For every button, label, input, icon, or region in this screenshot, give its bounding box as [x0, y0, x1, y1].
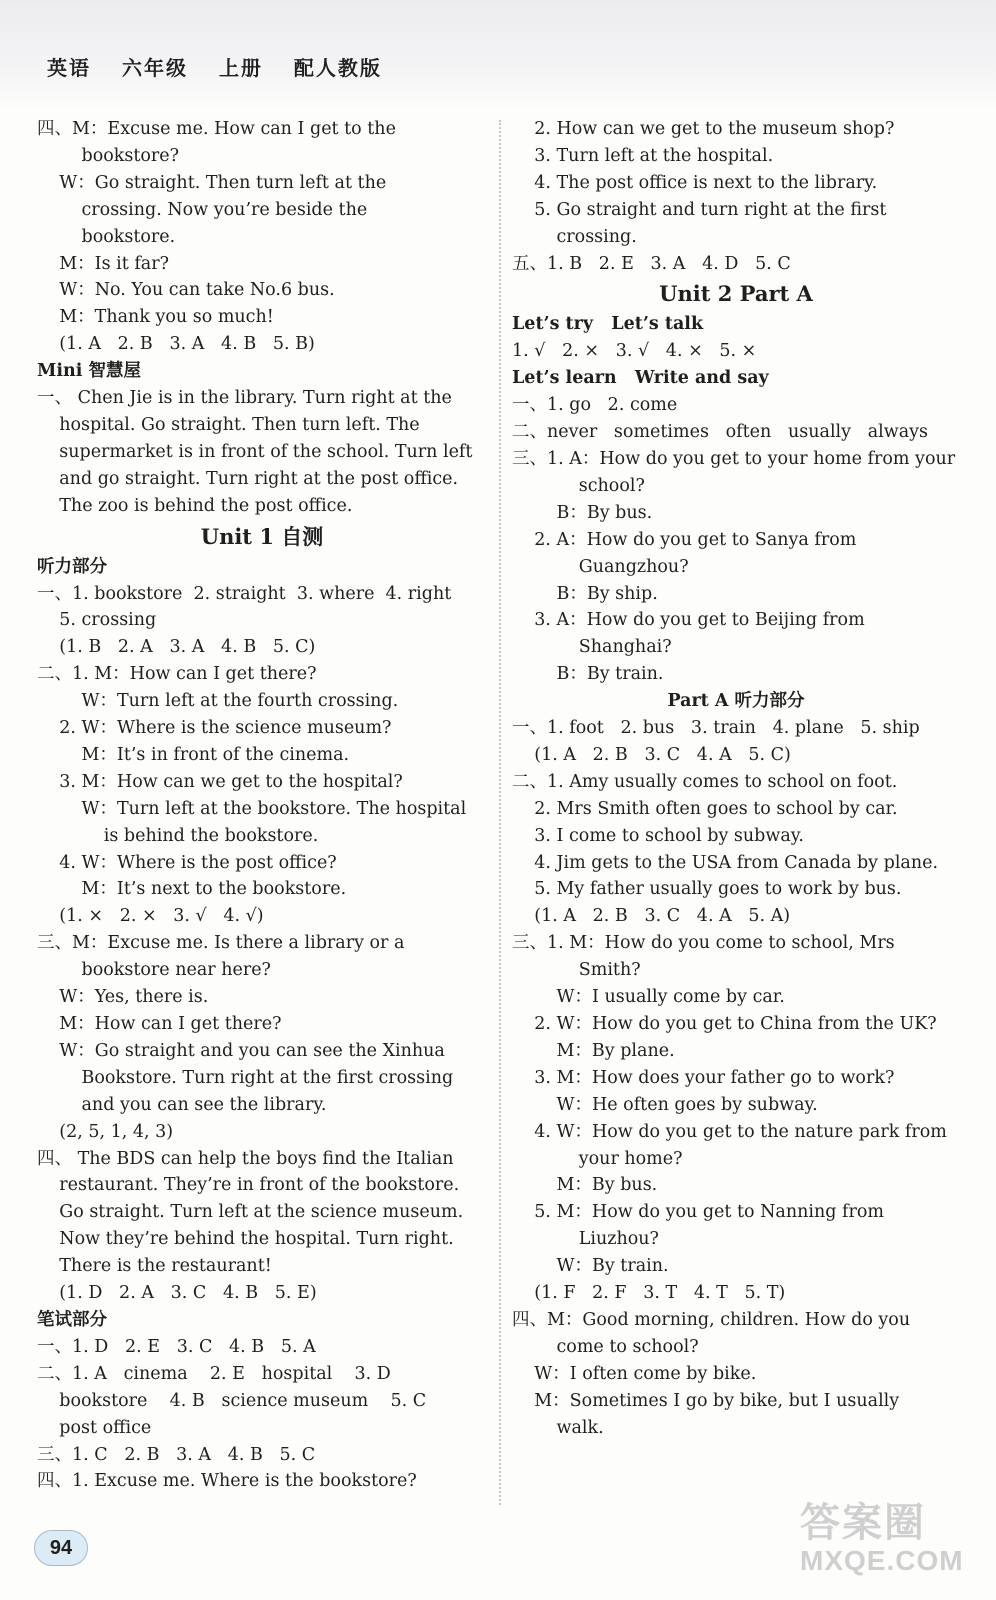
- answer-line: bookstore.: [37, 226, 176, 247]
- header-subject: 英语: [47, 56, 91, 80]
- unit-title: Unit 2 Part A: [659, 281, 813, 307]
- answer-line: M：It’s next to the bookstore.: [37, 879, 347, 900]
- answer-line: Liuzhou?: [512, 1229, 659, 1250]
- section-heading-try-talk: Let’s try Let’s talk: [512, 314, 704, 335]
- column-divider: [499, 120, 501, 1505]
- watermark-mark: 答案圈: [800, 1501, 926, 1545]
- answer-line: 1. √ 2. × 3. √ 4. × 5. ×: [512, 341, 757, 362]
- answer-line: 5. My father usually goes to work by bus.: [512, 879, 902, 900]
- answer-line: 3. M：How can we get to the hospital?: [37, 771, 403, 792]
- left-column: [37, 116, 487, 1495]
- answer-line: There is the restaurant!: [37, 1256, 272, 1277]
- answer-line: W：No. You can take No.6 bus.: [37, 280, 335, 301]
- answer-line: 4. W：How do you get to the nature park from: [512, 1121, 947, 1142]
- section-heading-mini: Mini 智慧屋: [37, 361, 141, 382]
- answer-line: 5. crossing: [37, 610, 157, 631]
- answer-line: W：I often come by bike.: [512, 1363, 757, 1384]
- answer-line: (1. × 2. × 3. √ 4. √): [37, 906, 264, 927]
- answer-line: 五、1. B 2. E 3. A 4. D 5. C: [512, 253, 791, 274]
- answer-line: 4. The post office is next to the library.: [512, 172, 878, 193]
- answer-line: M：Is it far?: [37, 253, 169, 274]
- answer-line: M：By bus.: [512, 1175, 658, 1196]
- answer-line: restaurant. They’re in front of the bookstore.: [37, 1175, 460, 1196]
- answer-line: Shanghai?: [512, 637, 672, 658]
- answer-line: 5. Go straight and turn right at the first: [512, 199, 887, 220]
- answer-line: B：By train.: [512, 664, 664, 685]
- answer-line: supermarket is in front of the school. Turn left: [37, 441, 473, 462]
- answer-line: 一、1. go 2. come: [512, 395, 678, 416]
- section-heading-learn-write: Let’s learn Write and say: [512, 368, 769, 389]
- answer-line: M：It’s in front of the cinema.: [37, 744, 350, 765]
- answer-line: 四、M：Excuse me. How can I get to the: [37, 119, 396, 139]
- page-number: 94: [34, 1530, 88, 1566]
- answer-line: Bookstore. Turn right at the first crossing: [37, 1067, 454, 1088]
- answer-line: 一、1. bookstore 2. straight 3. where 4. right: [37, 583, 452, 604]
- answer-line: crossing.: [512, 226, 637, 247]
- answer-line: 2. A：How do you get to Sanya from: [512, 529, 857, 550]
- answer-line: Go straight. Turn left at the science museum.: [37, 1202, 464, 1223]
- right-column: [512, 116, 960, 1442]
- answer-line: 三、1. A：How do you get to your home from your: [512, 448, 956, 469]
- answer-line: 三、M：Excuse me. Is there a library or a: [37, 933, 405, 954]
- header-grade: 六年级: [121, 56, 188, 80]
- answer-line: and go straight. Turn right at the post office.: [37, 468, 459, 489]
- answer-line: bookstore near here?: [37, 960, 271, 981]
- answer-line: Guangzhou?: [512, 556, 689, 577]
- section-heading-written: 笔试部分: [37, 1309, 107, 1330]
- answer-line: (1. A 2. B 3. C 4. A 5. A): [512, 906, 791, 927]
- answer-line: 3. Turn left at the hospital.: [512, 145, 774, 166]
- answer-line: 二、1. Amy usually comes to school on foot.: [512, 771, 898, 792]
- answer-line: 3. M：How does your father go to work?: [512, 1067, 895, 1088]
- watermark-logo: [800, 1500, 990, 1590]
- part-a-listening-title: Part A 听力部分: [667, 691, 805, 712]
- answer-line: 三、1. M：How do you come to school, Mrs: [512, 933, 895, 954]
- answer-line: W：Go straight and you can see the Xinhua: [37, 1040, 445, 1061]
- answer-line: bookstore 4. B science museum 5. C: [37, 1390, 427, 1411]
- header-edition: 配人教版: [293, 56, 382, 80]
- answer-line: 一、1. foot 2. bus 3. train 4. plane 5. ship: [512, 718, 920, 739]
- answer-line: M：Sometimes I go by bike, but I usually: [512, 1390, 900, 1411]
- answer-line: 一、 Chen Jie is in the library. Turn right at the: [37, 388, 452, 409]
- answer-line: W：Yes, there is.: [37, 987, 209, 1008]
- answer-line: 5. M：How do you get to Nanning from: [512, 1202, 885, 1223]
- answer-line: (1. D 2. A 3. C 4. B 5. E): [37, 1283, 317, 1304]
- answer-line: M：By plane.: [512, 1040, 675, 1061]
- answer-line: W：By train.: [512, 1256, 669, 1277]
- answer-line: The zoo is behind the post office.: [37, 495, 353, 516]
- answer-line: 二、1. A cinema 2. E hospital 3. D: [37, 1363, 391, 1384]
- answer-line: W：I usually come by car.: [512, 987, 785, 1008]
- answer-line: (1. A 2. B 3. C 4. A 5. C): [512, 744, 791, 765]
- answer-line: B：By ship.: [512, 583, 658, 604]
- answer-line: M：Thank you so much!: [37, 307, 274, 328]
- answer-line: is behind the bookstore.: [37, 825, 319, 846]
- answer-line: M：How can I get there?: [37, 1014, 282, 1034]
- answer-line: Smith?: [512, 960, 641, 981]
- answer-line: 一、1. D 2. E 3. C 4. B 5. A: [37, 1336, 316, 1357]
- answer-line: crossing. Now you’re beside the: [37, 199, 368, 220]
- answer-line: hospital. Go straight. Then turn left. The: [37, 414, 420, 435]
- answer-line: (1. A 2. B 3. A 4. B 5. B): [37, 334, 315, 355]
- answer-line: 二、never sometimes often usually always: [512, 422, 929, 443]
- header-volume: 上册: [218, 56, 263, 80]
- answer-line: (2, 5, 1, 4, 3): [37, 1121, 174, 1142]
- answer-line: W：He often goes by subway.: [512, 1094, 818, 1115]
- answer-line: (1. F 2. F 3. T 4. T 5. T): [512, 1283, 786, 1304]
- answer-line: 四、M：Good morning, children. How do you: [512, 1309, 911, 1330]
- answer-line: and you can see the library.: [37, 1094, 327, 1115]
- answer-line: 2. W：How do you get to China from the UK?: [512, 1014, 937, 1034]
- watermark-url: MXQE.COM: [800, 1545, 964, 1576]
- answer-line: 3. I come to school by subway.: [512, 825, 804, 846]
- answer-line: W：Turn left at the bookstore. The hospital: [37, 798, 467, 819]
- answer-line: 三、1. C 2. B 3. A 4. B 5. C: [37, 1444, 316, 1465]
- page-header: [47, 52, 404, 81]
- answer-line: 4. W：Where is the post office?: [37, 852, 337, 873]
- answer-line: your home?: [512, 1148, 683, 1169]
- answer-line: B：By bus.: [512, 502, 653, 523]
- answer-line: 四、 The BDS can help the boys find the Italian: [37, 1148, 454, 1169]
- answer-line: 2. W：Where is the science museum?: [37, 718, 392, 739]
- answer-line: W：Go straight. Then turn left at the: [37, 172, 387, 193]
- answer-line: W：Turn left at the fourth crossing.: [37, 691, 399, 712]
- answer-line: 2. How can we get to the museum shop?: [512, 119, 895, 139]
- answer-line: come to school?: [512, 1336, 699, 1357]
- answer-line: post office: [37, 1417, 152, 1438]
- answer-line: 二、1. M：How can I get there?: [37, 664, 317, 685]
- answer-line: Now they’re behind the hospital. Turn right.: [37, 1229, 454, 1250]
- answer-line: bookstore?: [37, 145, 180, 166]
- answer-line: 四、1. Excuse me. Where is the bookstore?: [37, 1471, 417, 1492]
- answer-line: 4. Jim gets to the USA from Canada by plane.: [512, 852, 939, 873]
- answer-line: (1. B 2. A 3. A 4. B 5. C): [37, 637, 316, 658]
- unit-title: Unit 1 自测: [200, 523, 324, 549]
- answer-line: 3. A：How do you get to Beijing from: [512, 610, 865, 631]
- answer-line: school?: [512, 475, 645, 496]
- section-heading-listening: 听力部分: [37, 556, 107, 577]
- answer-line: 2. Mrs Smith often goes to school by car.: [512, 798, 898, 819]
- answer-line: walk.: [512, 1417, 604, 1438]
